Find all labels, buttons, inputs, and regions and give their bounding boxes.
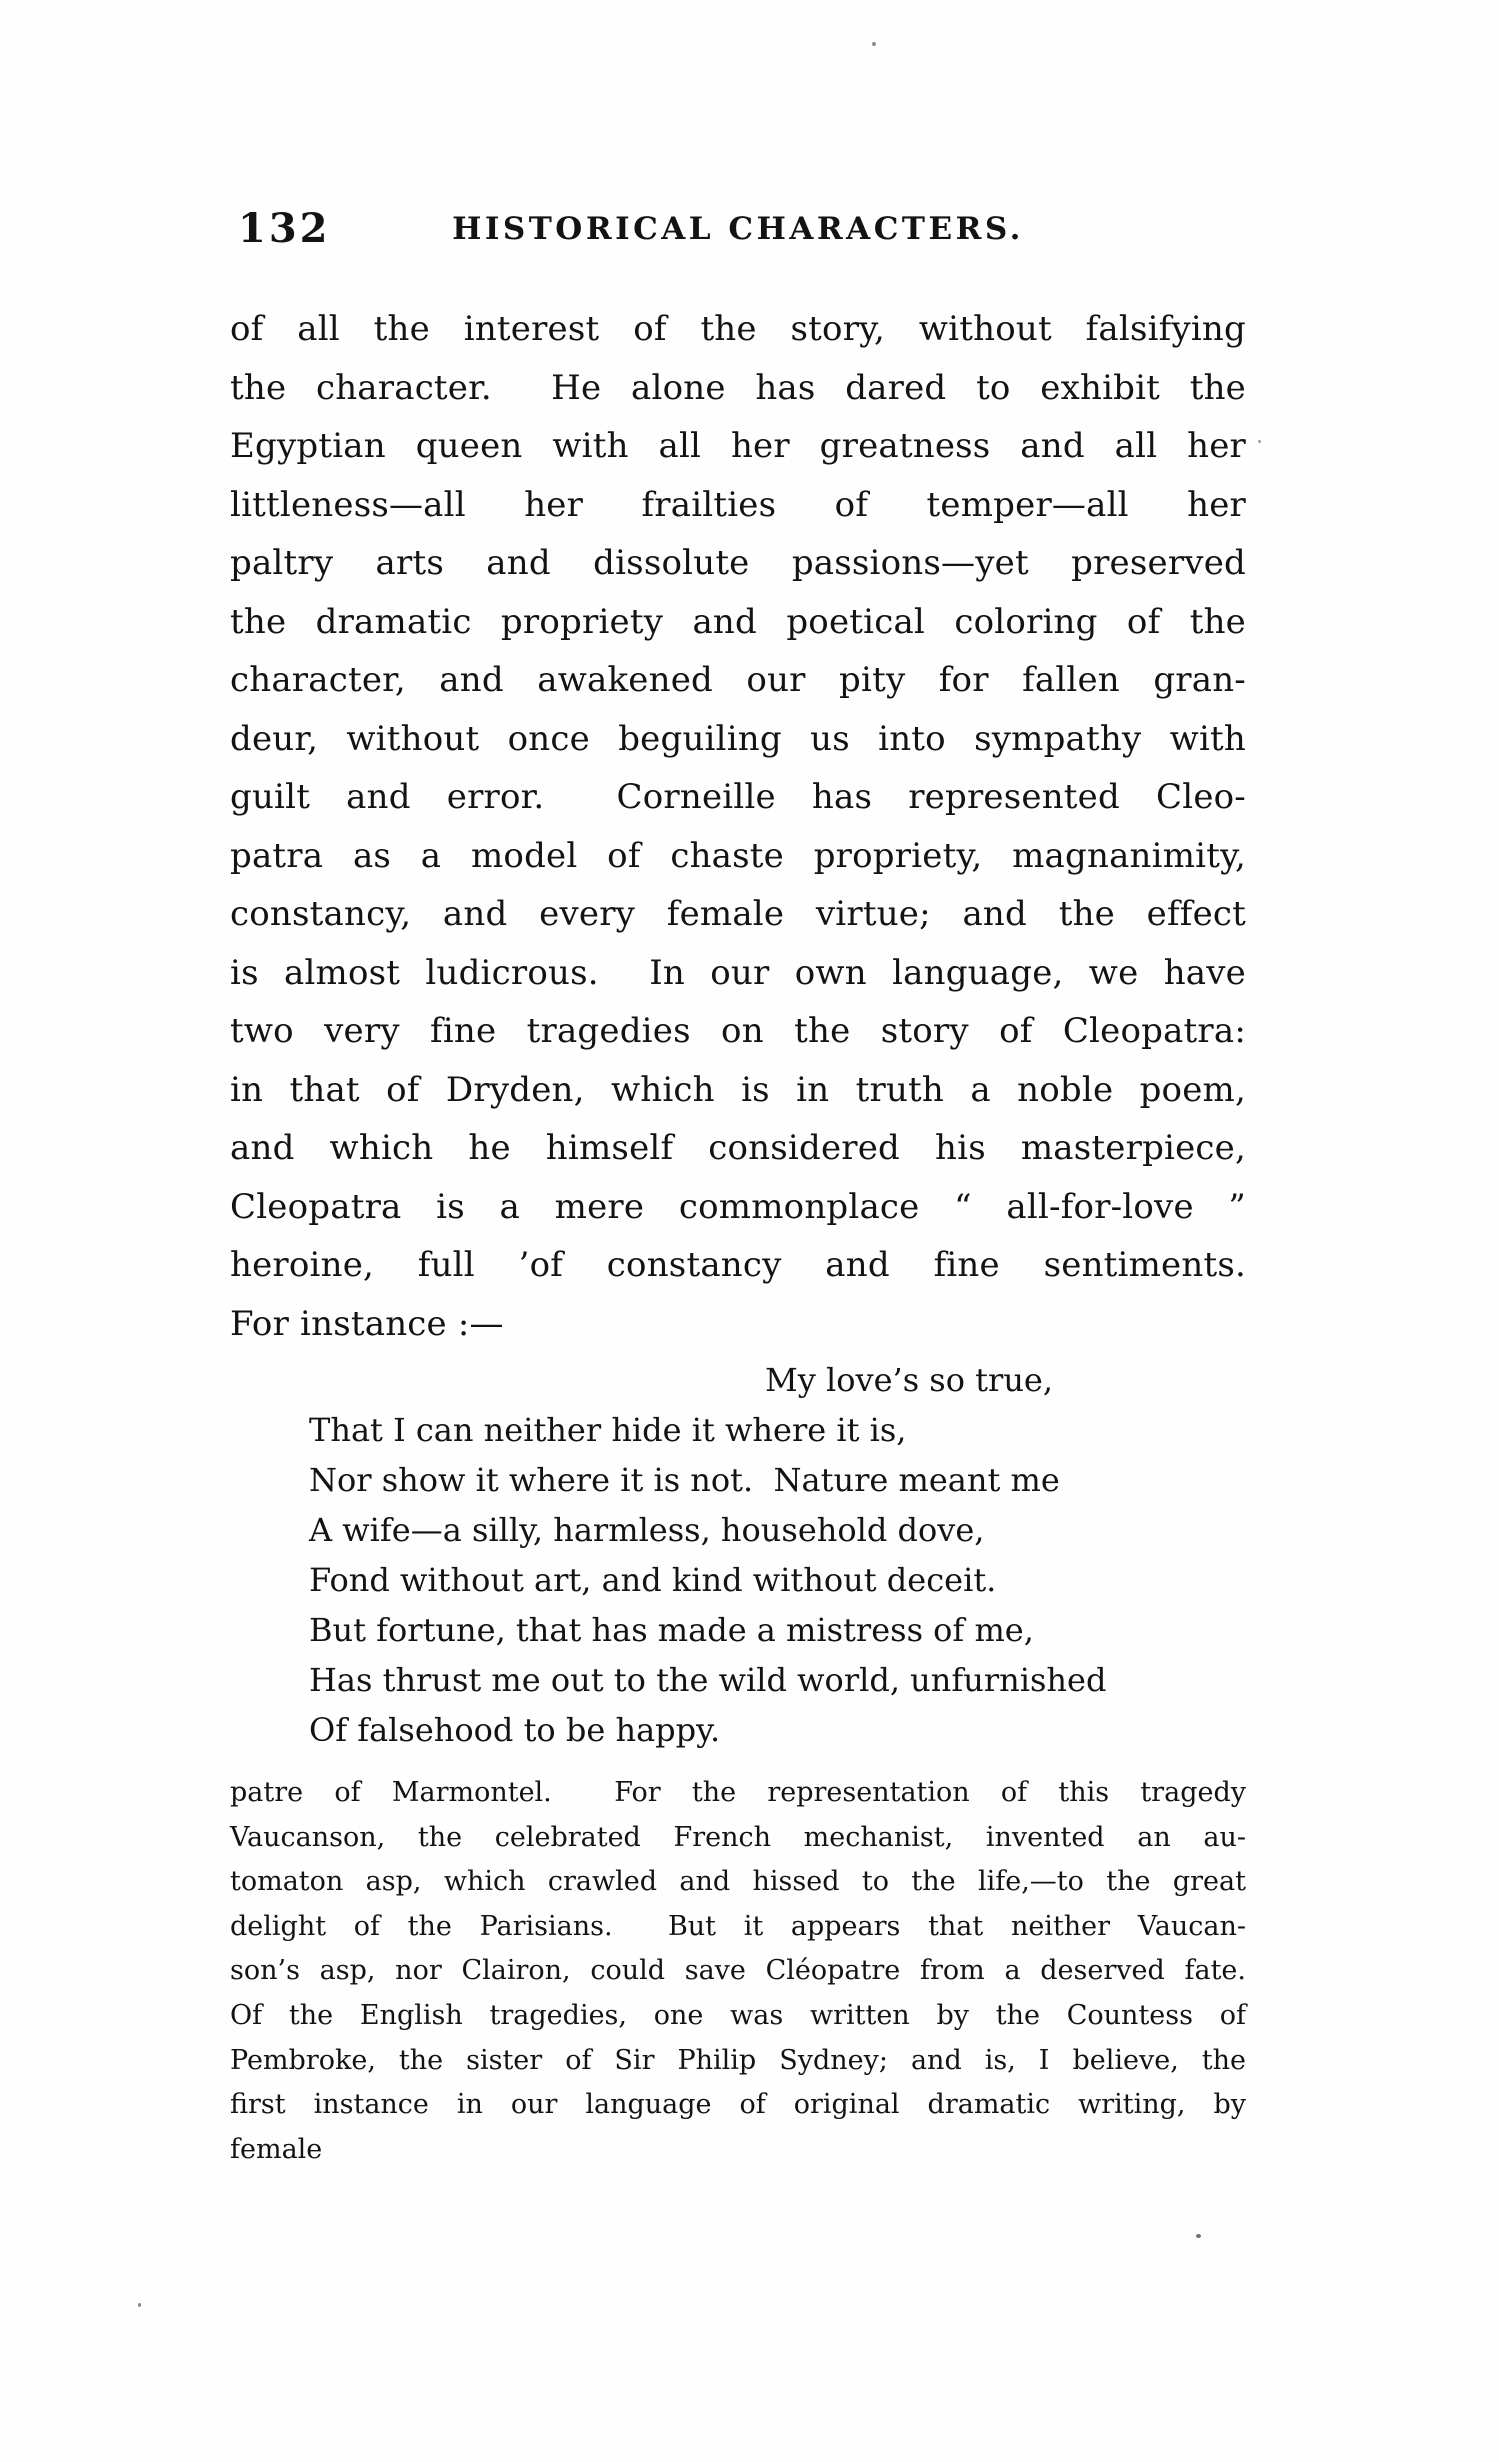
text-line: tomaton asp, which crawled and hissed to the life,—to the great bbox=[230, 1866, 1246, 1898]
text-line: patre of Marmontel. For the representation of this tragedy bbox=[230, 1777, 1246, 1808]
text-line: But fortune, that has made a mistress of me, bbox=[309, 1611, 1034, 1649]
text-line: paltry arts and dissolute passions—yet preserved bbox=[230, 543, 1246, 583]
text-line: littleness—all her frailties of temper—all her bbox=[230, 484, 1246, 525]
text-line: patra as a model of chaste propriety, magnanimity, bbox=[230, 835, 1246, 876]
text-line: Egyptian queen with all her greatness and all her bbox=[230, 426, 1246, 466]
text-line: in that of Dryden, which is in truth a noble poem, bbox=[230, 1069, 1246, 1110]
text-line: Cleopatra is a mere commonplace “ all-for-love ” bbox=[230, 1186, 1246, 1227]
scan-speck bbox=[1196, 2234, 1201, 2238]
text-line: character, and awakened our pity for fallen gran- bbox=[230, 660, 1246, 700]
text-line: the dramatic propriety and poetical coloring of the bbox=[230, 601, 1246, 642]
text-line: Nor show it where it is not. Nature meant me bbox=[309, 1461, 1060, 1499]
text-line: Pembroke, the sister of Sir Philip Sydney; and is, I believe, the bbox=[230, 2044, 1246, 2076]
text-line: is almost ludicrous. In our own language, we have bbox=[230, 952, 1246, 993]
body-paragraph bbox=[230, 300, 1246, 1353]
running-title: HISTORICAL CHARACTERS. bbox=[452, 211, 1024, 247]
text-line: first instance in our language of original dramatic writing, by bbox=[230, 2089, 1246, 2121]
text-line: Vaucanson, the celebrated French mechanist, invented an au- bbox=[230, 1821, 1246, 1853]
text-line: Fond without art, and kind without deceit. bbox=[309, 1561, 997, 1599]
text-line: constancy, and every female virtue; and the effect bbox=[230, 894, 1246, 934]
verse-quotation bbox=[309, 1355, 1246, 1755]
text-line: That I can neither hide it where it is, bbox=[309, 1411, 907, 1449]
scan-speck bbox=[872, 42, 876, 46]
text-line: My love’s so true, bbox=[765, 1361, 1054, 1399]
text-line: heroine, full ’of constancy and fine sentiments. bbox=[230, 1245, 1246, 1285]
text-line: two very fine tragedies on the story of Cleopatra: bbox=[230, 1011, 1246, 1051]
text-line: Of falsehood to be happy. bbox=[309, 1711, 721, 1749]
page-header bbox=[230, 203, 1246, 300]
text-line: delight of the Parisians. But it appears that neither Vaucan- bbox=[230, 1910, 1246, 1942]
text-line: of all the interest of the story, without falsifying bbox=[230, 309, 1246, 349]
text-column bbox=[230, 203, 1246, 2172]
text-line: For instance :— bbox=[230, 1303, 504, 1344]
text-line: female bbox=[230, 2133, 323, 2165]
text-line: and which he himself considered his masterpiece, bbox=[230, 1128, 1246, 1168]
text-line: A wife—a silly, harmless, household dove, bbox=[309, 1511, 985, 1549]
text-line: the character. He alone has dared to exhibit the bbox=[230, 367, 1246, 408]
text-line: Of the English tragedies, one was written by the Countess of bbox=[230, 1999, 1246, 2031]
page-number: 132 bbox=[238, 205, 331, 252]
text-line: Has thrust me out to the wild world, unfurnished bbox=[309, 1661, 1107, 1699]
scan-speck bbox=[138, 2303, 141, 2307]
text-line: guilt and error. Corneille has represented Cleo- bbox=[230, 777, 1246, 817]
scan-speck bbox=[1258, 440, 1261, 443]
text-line: deur, without once beguiling us into sympathy with bbox=[230, 718, 1246, 759]
footnote bbox=[230, 1771, 1246, 2172]
text-line: son’s asp, nor Clairon, could save Cléopatre from a deserved fate. bbox=[230, 1955, 1246, 1987]
